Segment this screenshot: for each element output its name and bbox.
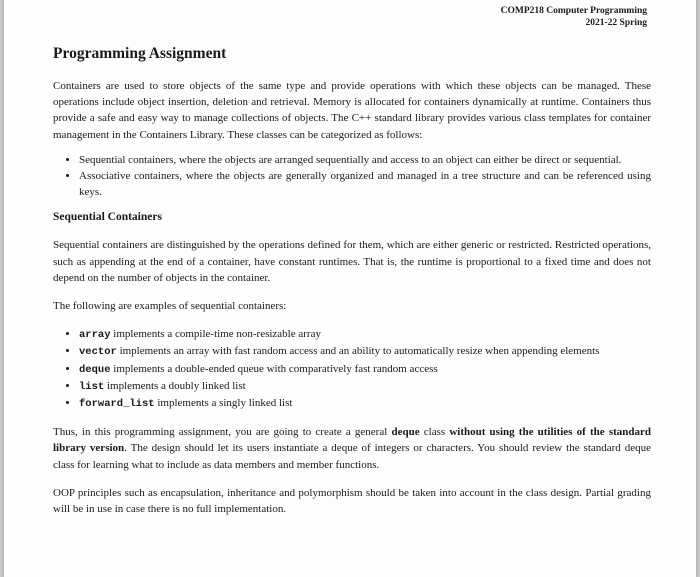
example-item xyxy=(79,326,651,343)
example-name: forward_list xyxy=(79,398,155,411)
document-page xyxy=(4,0,696,577)
category-item-associative: • Associative containers, where the objects are generally organized and managed in a tree structure and can be referenced using keys. xyxy=(79,168,651,200)
example-desc: implements an array with fast random access and an ability to automatically resize when appending elements xyxy=(116,345,600,358)
course-term: 2021-22 Spring xyxy=(585,18,647,28)
example-name: list xyxy=(79,380,105,393)
page-header xyxy=(501,5,647,29)
category-list xyxy=(53,152,651,201)
intro-paragraph: Containers are used to store objects of the same type and provide operations with which these objects can be managed. These operations include object insertion, deletion and retrieval. Memory is allocated for containers dynamically at runtime. Containers thus provide a safe and easy way to manage collections of objects. The C++ standard library provides various class templates for container management in the Containers Library. These classes can be categorized as follows: xyxy=(53,80,651,141)
example-item xyxy=(79,343,651,360)
example-item xyxy=(79,395,651,412)
example-desc: implements a compile-time non-resizable array xyxy=(110,328,321,341)
example-desc: implements a singly linked list xyxy=(154,397,293,410)
example-name: array xyxy=(79,329,111,342)
example-desc: implements a doubly linked list xyxy=(104,379,246,392)
document-body xyxy=(53,44,651,517)
document-title: Programming Assignment xyxy=(53,45,227,62)
oop-paragraph: OOP principles such as encapsulation, inheritance and polymorphism should be taken into account in the class design. Partial grading will be in use in case there is no full implementation. xyxy=(53,486,651,516)
course-name: COMP218 Computer Programming xyxy=(500,6,647,16)
example-item xyxy=(79,361,651,378)
example-desc: implements a double-ended queue with comparatively fast random access xyxy=(110,362,438,375)
assignment-paragraph: Thus, in this programming assignment, you are going to create a general deque class without using the utilities of the standard library version. The design should let its users instantiate a deque of integers or characters. You should review the standard deque class for learning what to include as data members and member functions. xyxy=(53,426,652,471)
example-name: deque xyxy=(79,363,111,376)
deque-keyword: deque xyxy=(391,426,420,439)
examples-list xyxy=(53,326,651,412)
sequential-paragraph: Sequential containers are distinguished by the operations defined for them, which are either generic or restricted. Restricted operations, such as appending at the end of a container, have constant runtimes. That is, the runtime is proportional to a fixed time and does not depend on the number of objects in the container. xyxy=(53,239,651,284)
section-heading: Sequential Containers xyxy=(53,211,162,224)
example-item xyxy=(79,378,651,395)
example-name: vector xyxy=(79,346,117,359)
category-item-sequential: • Sequential containers, where the objects are arranged sequentially and access to an object can either be direct or sequential. xyxy=(79,152,651,168)
examples-intro: The following are examples of sequential containers: xyxy=(53,300,287,313)
requirement-emphasis: without using the utilities of the standard library version xyxy=(53,426,651,455)
